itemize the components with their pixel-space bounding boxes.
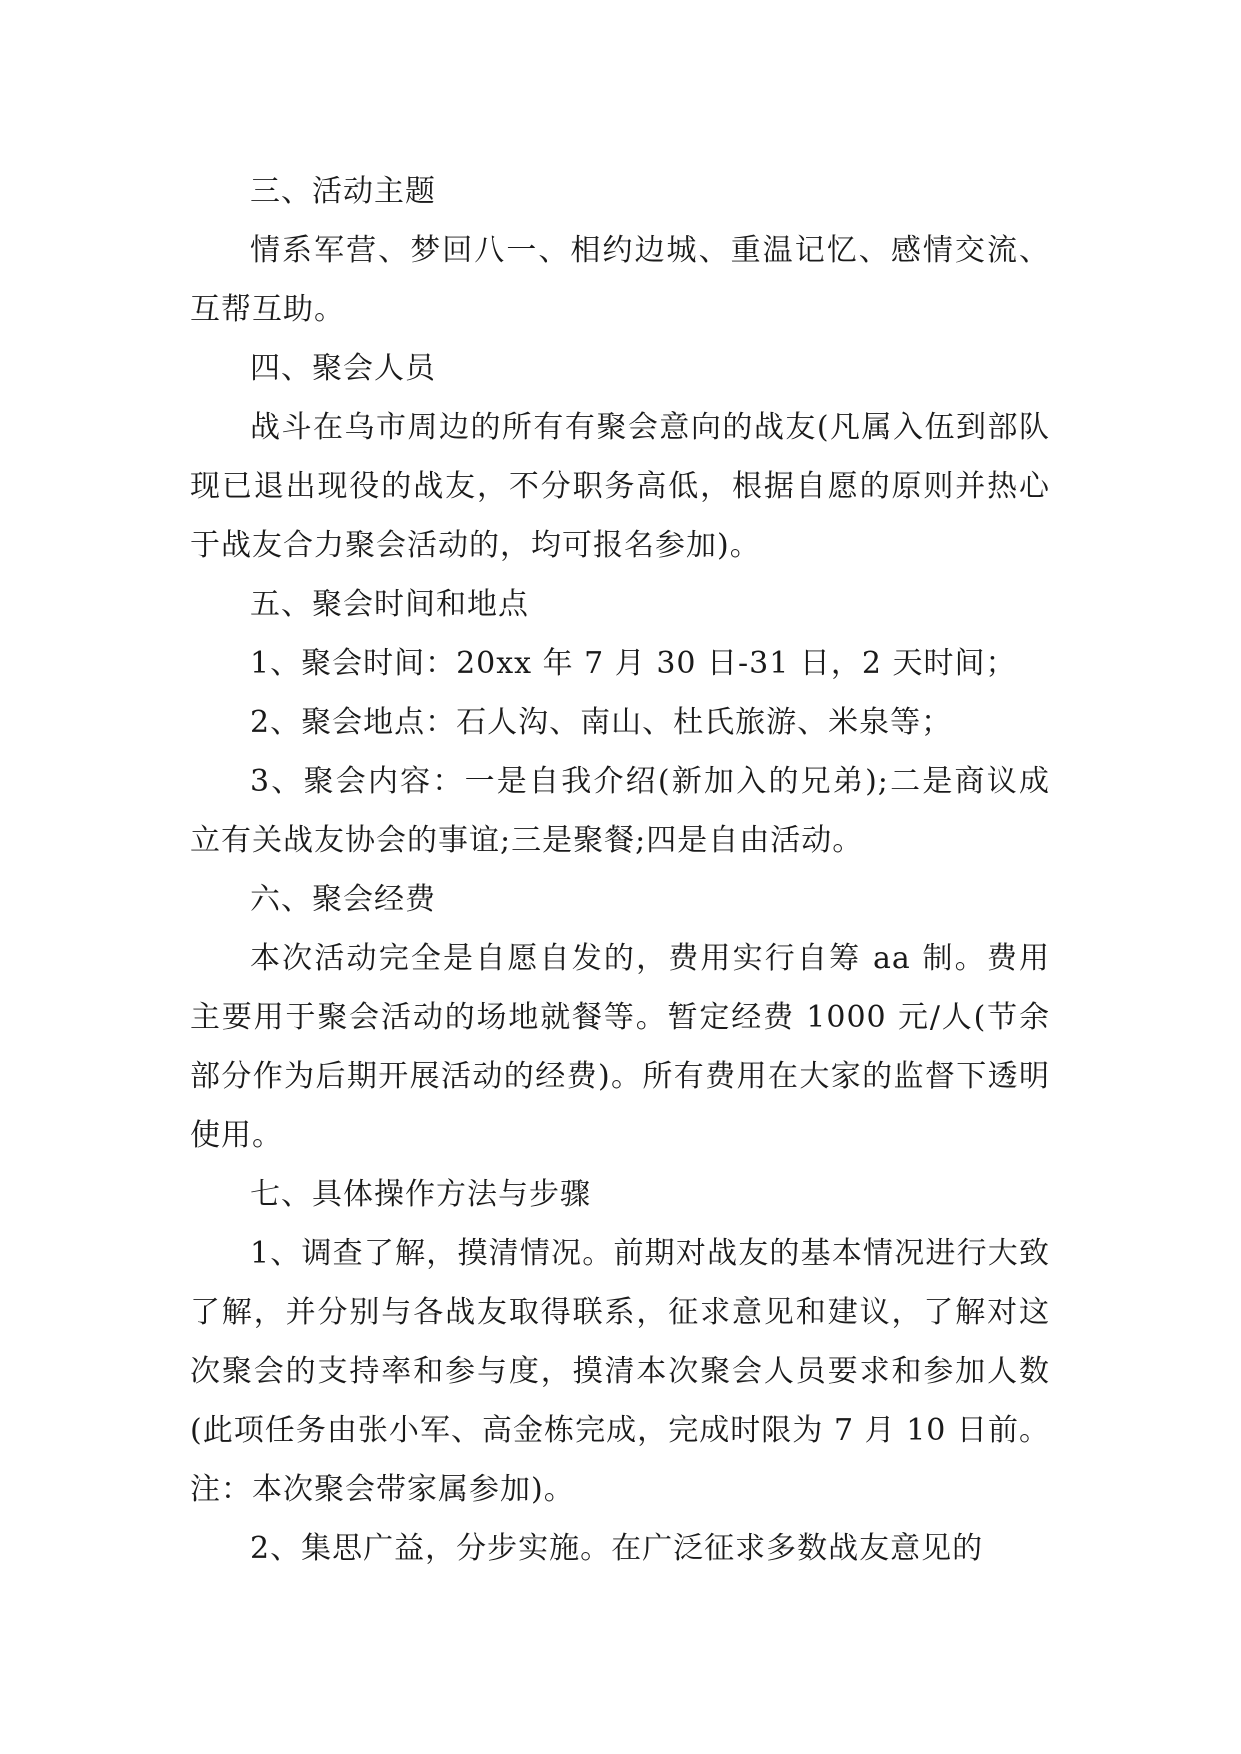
section-heading-steps: 七、具体操作方法与步骤 (250, 1177, 591, 1212)
paragraph-funds: 本次活动完全是自愿自发的，费用实行自筹 aa 制。费用主要用于聚会活动的场地就餐等。暂定经费 1000 元/人(节余部分作为后期开展活动的经费)。所有费用在大家的监督下透明使用。 (190, 941, 1050, 1153)
paragraph-step-2: 2、集思广益，分步实施。在广泛征求多数战友意见的 (250, 1531, 984, 1566)
paragraph-participants: 战斗在乌市周边的所有有聚会意向的战友(凡属入伍到部队现已退出现役的战友，不分职务高低，根据自愿的原则并热心于战友合力聚会活动的，均可报名参加)。 (190, 410, 1050, 563)
section-heading-participants: 四、聚会人员 (250, 351, 436, 386)
section-heading-theme: 三、活动主题 (250, 174, 436, 209)
document-body (190, 162, 1050, 1578)
section-heading-time-place: 五、聚会时间和地点 (250, 587, 529, 622)
paragraph-place: 2、聚会地点：石人沟、南山、杜氏旅游、米泉等； (250, 705, 953, 740)
paragraph-content: 3、聚会内容：一是自我介绍(新加入的兄弟);二是商议成立有关战友协会的事谊;三是聚餐;四是自由活动。 (190, 764, 1050, 858)
paragraph-step-1: 1、调查了解，摸清情况。前期对战友的基本情况进行大致了解，并分别与各战友取得联系，征求意见和建议，了解对这次聚会的支持率和参与度，摸清本次聚会人员要求和参加人数(此项任务由张小军、高金栋完成，完成时限为 7 月 10 日前。注：本次聚会带家属参加)。 (190, 1236, 1050, 1507)
paragraph-time: 1、聚会时间：20xx 年 7 月 30 日-31 日，2 天时间； (250, 646, 1017, 681)
paragraph-theme: 情系军营、梦回八一、相约边城、重温记忆、感情交流、互帮互助。 (190, 233, 1050, 327)
section-heading-funds: 六、聚会经费 (250, 882, 436, 917)
